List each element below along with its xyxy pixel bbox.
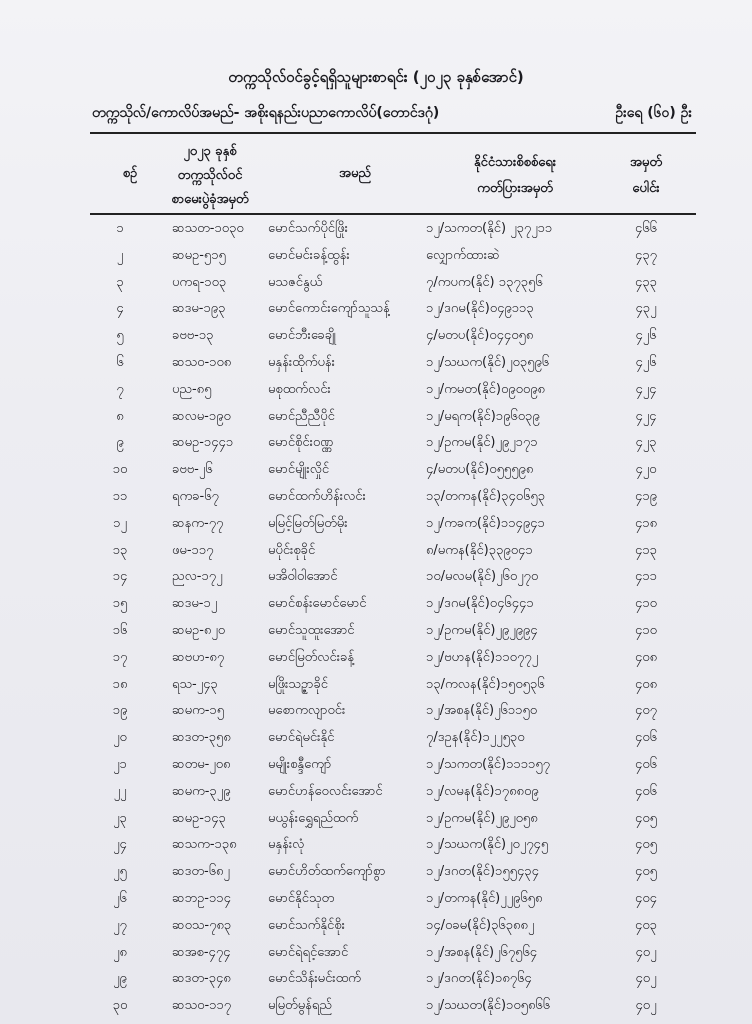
row-exam-number: ဆမက-၃၂၉	[172, 783, 231, 799]
row-serial: ၂၄	[113, 837, 127, 853]
row-marks: ၄၃၂	[635, 301, 657, 317]
row-exam-number: ဆဒတ-၆၈၂	[172, 864, 230, 880]
row-serial: ၁၃	[112, 542, 128, 558]
row-nrc: ၇/ကပက(နိုင်) ၁၃၇၃၅၆	[426, 274, 543, 290]
row-nrc: ၇/ဒဥန(နိုင်)၁၂၂၅၃၀	[426, 730, 525, 746]
row-serial: ၁၄	[112, 569, 128, 585]
row-exam-number: ဆဝသ-၇၈၃	[172, 917, 232, 933]
table-row	[0, 725, 752, 751]
row-marks: ၄၁၀	[635, 623, 657, 638]
row-exam-number: ဆဗဟ-၈၇	[172, 649, 225, 665]
row-serial: ၄	[116, 301, 124, 317]
table-row	[0, 966, 752, 992]
marks-header-line1: အမှတ်	[629, 155, 663, 170]
row-marks: ၄၀၃	[635, 917, 657, 933]
table-row	[0, 832, 752, 858]
row-name: မယွန်းရွှေရည်ထက်	[268, 810, 359, 826]
row-exam-number: ဆဒတ-၃၅၈	[172, 730, 231, 746]
row-nrc: ၁၄/ဝခမ(နိုင်)၃၆၃၈၈၂	[426, 917, 535, 933]
row-nrc: ၁၀/မလမ(နိုင်)၂၆၀၂၇၀	[426, 569, 539, 585]
row-nrc: ၁၂/လမန(နိုင်)၁၇၈၈၀၉	[426, 783, 539, 799]
column-header-name: အမည်	[339, 166, 371, 181]
row-marks: ၄၂၀	[635, 462, 657, 478]
row-serial: ၁၂	[113, 515, 127, 531]
row-name: မဖြိုးသဥ္ဇာခိုင်	[268, 676, 328, 692]
row-marks: ၄၀၇	[635, 703, 657, 719]
row-nrc: ၈/မကန(နိုင်)၃၃၉၀၄၁	[426, 542, 533, 558]
column-header-marks	[600, 150, 692, 202]
row-marks: ၄၃၇	[635, 247, 657, 263]
row-nrc: ၁၂/ဥကမ(နိုင်)၂၉၂၉၉၄	[426, 623, 538, 638]
row-exam-number: ဆဒတ-၃၄၈	[172, 971, 231, 987]
row-name: မောင်ဟန်ဝေလင်းအောင်	[268, 783, 383, 799]
row-nrc: ၄/မတပ(နိုင်)၀၄၄၀၅၈	[426, 328, 534, 344]
row-marks: ၄၂၃	[635, 435, 657, 451]
row-exam-number: ညလ-၁၇၂	[172, 569, 223, 585]
row-exam-number: ဆမဥ-၁၄၃	[172, 810, 226, 826]
row-name: မောင်မြတ်လင်းခန့်	[268, 649, 355, 665]
row-name: မောင်သက်ပိုင်ဖြိုး	[268, 221, 348, 236]
table-row	[0, 243, 752, 269]
table-row	[0, 752, 752, 778]
row-exam-number: ဆဒမ-၁၉၃	[172, 301, 226, 317]
row-nrc: ၄/မတပ(နိုင်)၀၅၅၅၉၈	[426, 462, 534, 478]
column-header-exam-number	[140, 140, 280, 212]
row-marks: ၄၀၆	[635, 757, 657, 772]
document-title: တက္ကသိုလ်ဝင်ခွင့်ရရှိသူများစာရင်း (၂၀၂၃ ခုနှစ်အောင်)	[228, 68, 524, 86]
row-nrc: ၁၂/ဗဟန(နိုင်)၁၁၀၇၇၂	[426, 649, 538, 665]
row-exam-number: ဆသက-၁၃၈	[172, 837, 237, 853]
row-nrc: ၁၂/ကမတ(နိုင်)၀၉၀၀၉၈	[426, 381, 545, 397]
row-marks: ၄၂၆	[635, 355, 657, 370]
row-serial: ၁	[116, 221, 124, 236]
row-serial: ၂၅	[113, 864, 127, 880]
row-exam-number: ဆဘဥ-၁၁၄	[172, 891, 231, 906]
row-serial: ၉	[116, 435, 124, 451]
row-name: မောင်နိုင်သုတ	[268, 891, 335, 906]
exam-number-header-line2: တက္ကသိုလ်ဝင်	[177, 168, 243, 183]
row-nrc: ၁၂/သကတ(နိုင်) ၂၃၇၂၁၁	[426, 221, 553, 236]
table-row	[0, 779, 752, 805]
table-row	[0, 564, 752, 590]
row-nrc: ၁၂/မရက(နိုင်)၁၉၆၀၃၉	[426, 408, 540, 424]
table-row	[0, 404, 752, 430]
row-exam-number: ဆမဥ-၈၂၀	[172, 623, 226, 638]
row-marks: ၄၂၆	[635, 328, 657, 344]
row-exam-number: ဆသ၀-၁၀၈	[172, 355, 232, 370]
row-nrc: ၁၂/သကတ(နိုင်)၁၁၁၁၅၇	[426, 757, 550, 772]
row-serial: ၂၉	[113, 971, 127, 987]
row-exam-number: ဆဒမ-၁၂	[172, 596, 218, 612]
row-marks: ၄၂၄	[635, 408, 657, 424]
row-nrc: ၁၂/သဃတ(နိုင်)၁၀၅၈၆၆	[426, 998, 551, 1014]
row-name: မစောကလျာဝင်း	[268, 703, 346, 719]
table-row	[0, 270, 752, 296]
row-name: မောင်မင်းခန့်ထွန်း	[268, 247, 350, 263]
row-exam-number: ခဗဗ-၁၃	[172, 328, 214, 344]
row-name: မနှန်းထိုက်ပန်း	[268, 355, 335, 370]
row-marks: ၄၀၂	[635, 971, 657, 987]
row-serial: ၇	[116, 381, 124, 397]
exam-number-header-line1: ၂၀၂၃ ခုနှစ်	[183, 144, 237, 159]
row-marks: ၄၀၆	[635, 730, 657, 746]
row-marks: ၄၁၉	[635, 489, 657, 504]
row-nrc: ၁၂/သဃက(နိုင်)၂၀၃၅၉၆	[426, 355, 550, 370]
row-marks: ၄၁၀	[635, 596, 657, 612]
row-marks: ၄၀၅	[635, 864, 657, 880]
row-name: မောင်ထက်ဟိန်းလင်း	[268, 489, 366, 504]
exam-number-header-line3: စာမေးပွဲခုံအမှတ်	[171, 192, 249, 207]
row-marks: ၄၂၄	[635, 381, 657, 397]
header-rule-bottom	[90, 213, 696, 215]
row-name: မောင်သက်နိုင်စိုး	[268, 917, 345, 933]
row-serial: ၂၃	[113, 810, 127, 826]
row-serial: ၈	[116, 408, 124, 424]
row-exam-number: ဆနက-၇၇	[172, 515, 224, 531]
row-marks: ၄၃၃	[635, 274, 657, 290]
row-exam-number: ပည-၈၅	[172, 381, 212, 397]
table-row	[0, 538, 752, 564]
table-row	[0, 591, 752, 617]
row-exam-number: ဖမ-၁၁၇	[172, 542, 214, 558]
row-serial: ၁၉	[112, 703, 128, 719]
row-serial: ၂၆	[113, 891, 127, 906]
table-row	[0, 377, 752, 403]
table-row	[0, 940, 752, 966]
table-row	[0, 886, 752, 912]
row-name: မောင်မျိုးလှိုင်	[268, 462, 330, 478]
row-exam-number: ဆတမ-၂၀၈	[172, 757, 231, 772]
row-marks: ၄၀၅	[635, 837, 657, 853]
row-nrc: ၁၂/ဒဂမ(နိုင်)၀၄၉၁၁၃	[426, 301, 534, 317]
row-serial: ၂၂	[113, 783, 127, 799]
row-name: မောင်စန်းမောင်မောင်	[268, 596, 367, 612]
row-name: မောင်သူထူးအောင်	[268, 623, 355, 638]
column-header-serial: စဉ်	[122, 166, 138, 181]
row-exam-number: ပကရ-၁၀၃	[172, 274, 227, 290]
table-row	[0, 350, 752, 376]
row-serial: ၃၀	[112, 998, 128, 1014]
row-exam-number: ဆအစ-၄၇၄	[172, 944, 231, 960]
table-row	[0, 511, 752, 537]
row-marks: ၄၀၂	[635, 998, 657, 1014]
table-row	[0, 698, 752, 724]
header-rule-top	[90, 132, 696, 134]
row-name: မောင်ဘီးခေချို	[268, 328, 336, 344]
row-exam-number: ဆမဥ-၁၄၄၁	[172, 435, 234, 451]
nrc-header-line2: ကတ်ပြားအမှတ်	[477, 181, 553, 196]
row-serial: ၂၁	[113, 757, 127, 772]
row-name: မောင်ညီညီပိုင်	[268, 408, 335, 424]
row-marks: ၄၀၄	[635, 891, 657, 906]
row-nrc: ၁၂/ဒဂတ(နိုင်)၁၅၅၄၃၄	[426, 864, 539, 880]
row-name: မမြတ်မွန်ရည်	[268, 998, 332, 1014]
row-nrc: ၁၂/ကခက(နိုင်)၁၁၄၉၄၁	[426, 515, 545, 531]
row-nrc: ၁၂/ဒဂတ(နိုင်)၁၈၇၆၄	[426, 971, 532, 987]
row-name: မမြင့်မြတ်မြတ်မိုး	[268, 515, 348, 531]
row-nrc: ၁၃/တကန(နိုင်)၃၄၀၆၅၃	[426, 489, 546, 504]
row-nrc: ၁၂/သဃက(နိုင်)၂၀၂၇၄၅	[426, 837, 549, 853]
row-marks: ၄၁၁	[635, 569, 657, 585]
row-nrc: ၁၂/ဒဂမ(နိုင်)၀၄၆၄၄၁	[426, 596, 534, 612]
table-row	[0, 430, 752, 456]
row-marks: ၄၀၂	[635, 944, 657, 960]
row-exam-number: ရသ-၂၄၃	[172, 676, 218, 692]
table-row	[0, 806, 752, 832]
headcount: ဦးရေ (၆၀) ဦး	[615, 105, 692, 121]
row-name: မနှန်းလုံ	[268, 837, 305, 853]
row-serial: ၃	[116, 274, 124, 290]
table-row	[0, 672, 752, 698]
row-name: မောင်ကောင်းကျော်သူသန့်	[268, 301, 390, 317]
row-name: မမျိုးစန္ဒီကျော်	[268, 757, 332, 772]
table-row	[0, 457, 752, 483]
table-row	[0, 216, 752, 242]
row-exam-number: ဆသ၀-၁၁၇	[172, 998, 232, 1014]
row-name: မောင်ရဲမင်းနိုင်	[268, 730, 335, 746]
row-name: မောင်စိုင်း၀ဏ္ဏ	[268, 435, 334, 451]
table-row	[0, 323, 752, 349]
row-nrc: ၁၂/ဥကမ(နိုင်)၂၉၂၁၇၁	[426, 435, 538, 451]
row-serial: ၅	[116, 328, 124, 344]
row-name: မစုထက်လင်း	[268, 381, 331, 397]
row-exam-number: ရကခ-၆၇	[172, 489, 219, 504]
row-nrc: ၁၂/အစန(နိုင်)၂၆၁၁၅၀	[426, 703, 538, 719]
table-row	[0, 484, 752, 510]
row-name: မအိဝါဝါအောင်	[268, 569, 338, 585]
row-marks: ၄၆၆	[635, 221, 657, 236]
row-nrc: ၁၂/အစန(နိုင်)၂၆၇၅၆၄	[426, 944, 538, 960]
row-exam-number: ဆလမ-၁၉၀	[172, 408, 231, 424]
row-nrc: ၁၂/ဥကမ(နိုင်)၂၉၂၀၅၈	[426, 810, 538, 826]
table-row	[0, 618, 752, 644]
row-serial: ၁၆	[112, 623, 128, 638]
row-name: မောင်ဟိတ်ထက်ကျော်စွာ	[268, 864, 386, 880]
row-serial: ၁၀	[112, 462, 128, 478]
row-marks: ၄၁၃	[635, 542, 657, 558]
row-name: မောင်ရဲရင့်အောင်	[268, 944, 349, 960]
nrc-header-line1: နိုင်ငံသားစိစစ်ရေး	[473, 155, 557, 170]
row-name: မောင်သိန်းမင်းထက်	[268, 971, 361, 987]
row-exam-number: ဆမက-၁၅	[172, 703, 225, 719]
subtitle-row	[92, 103, 692, 125]
row-marks: ၄၀၈	[634, 676, 658, 692]
table-row	[0, 993, 752, 1019]
row-nrc: လျှောက်ထားဆဲ	[426, 247, 500, 263]
marks-header-line2: ပေါင်း	[632, 181, 660, 196]
row-serial: ၂၇	[113, 917, 127, 933]
row-name: မသဇင်နွယ်	[268, 274, 323, 290]
row-serial: ၂၀	[113, 730, 127, 746]
row-marks: ၄၁၈	[634, 515, 658, 531]
row-marks: ၄၀၅	[635, 810, 657, 826]
row-serial: ၁၁	[112, 489, 128, 504]
row-marks: ၄၀၈	[634, 649, 658, 665]
row-serial: ၁၅	[112, 596, 128, 612]
row-serial: ၂၈	[113, 944, 127, 960]
row-name: မပိုင်းစုခိုင်	[268, 542, 316, 558]
row-exam-number: ဆမဥ-၅၁၅	[172, 247, 226, 263]
college-name: တက္ကသိုလ်/ကောလိပ်အမည်- အစိုးရနည်းပညာကောလိပ်(တောင်ဒဂုံ)	[92, 105, 440, 121]
row-nrc: ၁၃/ကလန(နိုင်)၁၅၀၅၃၆	[426, 676, 545, 692]
table-row	[0, 913, 752, 939]
row-serial: ၁၈	[112, 676, 128, 692]
row-exam-number: ဆသတ-၁၀၃၀	[172, 221, 244, 236]
row-marks: ၄၀၆	[635, 783, 657, 799]
row-serial: ၆	[116, 355, 124, 370]
table-row	[0, 645, 752, 671]
column-header-nrc	[420, 150, 610, 202]
table-row	[0, 859, 752, 885]
row-exam-number: ခဗဗ-၂၆	[172, 462, 213, 478]
row-serial: ၂	[116, 247, 124, 263]
row-serial: ၁၇	[112, 649, 128, 665]
table-row	[0, 296, 752, 322]
row-nrc: ၁၂/တကန(နိုင်)၂၂၉၆၅၈	[426, 891, 543, 906]
